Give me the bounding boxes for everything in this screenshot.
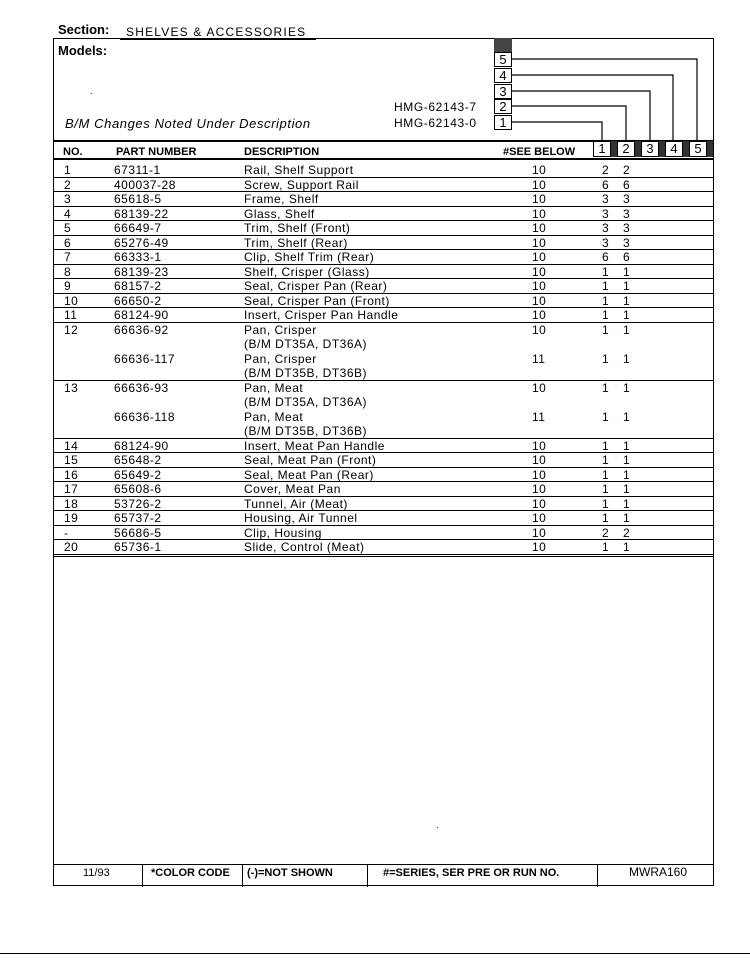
cell-desc: Pan, Meat [244,380,304,395]
page-bottom-rule [0,953,750,954]
cell-desc: Trim, Shelf (Front) [244,221,351,235]
version-box-3: 3 [494,84,512,99]
cell-see: 10 [532,380,547,395]
cell-no: 7 [64,250,72,264]
cell-no: 3 [64,192,72,206]
cell-see: 10 [532,453,547,467]
cell-q2: 1 [623,380,631,395]
cell-q2: 6 [623,177,631,192]
cell-q2: 1 [623,293,631,308]
cell-q1: 1 [602,467,610,482]
cell-no: 8 [64,264,72,279]
cell-desc: (B/M DT35A, DT36A) [244,337,368,351]
cell-part: 68157-2 [114,279,162,293]
cell-q1: 1 [602,540,610,554]
cell-see: 10 [532,235,547,250]
cell-q1: 1 [602,322,610,337]
cell-q2: 6 [623,250,631,264]
cell-q1: 2 [602,163,610,177]
version-box-4: 4 [494,68,512,83]
cell-q2: 1 [623,453,631,467]
cell-no: 14 [64,438,79,453]
cell-desc: Clip, Housing [244,525,322,540]
cell-desc: Cover, Meat Pan [244,482,341,496]
col-header-desc: DESCRIPTION [244,146,320,158]
cell-see: 10 [532,467,547,482]
cell-desc: Seal, Crisper Pan (Front) [244,293,390,308]
cell-part: 66636-118 [114,409,175,424]
cell-part: 68124-90 [114,438,169,453]
cell-desc: Rail, Shelf Support [244,163,354,177]
cell-q2: 1 [623,438,631,453]
cell-see: 10 [532,496,547,511]
cell-desc: Clip, Shelf Trim (Rear) [244,250,375,264]
cell-no: 5 [64,221,72,235]
cell-part: 65608-6 [114,482,162,496]
cell-q1: 1 [602,482,610,496]
cell-q2: 1 [623,482,631,496]
cell-q1: 6 [602,177,610,192]
cell-q1: 1 [602,380,610,395]
cell-see: 10 [532,250,547,264]
cell-see: 10 [532,438,547,453]
cell-no: 6 [64,235,72,250]
cell-see: 10 [532,540,547,554]
cell-q2: 3 [623,192,631,206]
cell-q1: 1 [602,351,610,366]
cell-see: 10 [532,206,547,221]
cell-no: 11 [64,308,78,322]
cell-part: 65276-49 [114,235,169,250]
cell-part: 65649-2 [114,467,162,482]
cell-part: 68139-22 [114,206,169,221]
cell-desc: Seal, Meat Pan (Front) [244,453,377,467]
footer-date: 11/93 [83,867,110,879]
cell-q1: 1 [602,308,610,322]
cell-q1: 1 [602,264,610,279]
cell-part: 65648-2 [114,453,162,467]
cell-no: 2 [64,177,72,192]
footer-divider [142,865,143,887]
cell-desc: Frame, Shelf [244,192,319,206]
cell-q2: 1 [623,322,631,337]
cell-desc: Pan, Crisper [244,322,317,337]
cell-see: 11 [532,409,546,424]
version-box-1: 1 [494,115,512,130]
model-name-1: HMG-62143-7 [394,100,477,114]
cell-q1: 3 [602,206,610,221]
cell-desc: Housing, Air Tunnel [244,511,358,525]
model-col-5: 5 [689,141,707,157]
cell-desc: Shelf, Crisper (Glass) [244,264,370,279]
footer-doc-code: MWRA160 [629,865,688,879]
cell-q2: 3 [623,235,631,250]
cell-q2: 2 [623,525,631,540]
col-header-part: PART NUMBER [116,146,197,158]
version-box-5: 5 [494,52,512,67]
cell-desc: (B/M DT35A, DT36A) [244,395,368,409]
cell-part: 65736-1 [114,540,162,554]
cell-part: 56686-5 [114,525,162,540]
header-bottom-rule [54,158,713,160]
cell-desc: (B/M DT35B, DT36B) [244,424,368,438]
footer-color-code: *COLOR CODE [151,867,230,879]
cell-part: 66650-2 [114,293,162,308]
footer-divider [597,865,598,887]
cell-see: 10 [532,308,547,322]
cell-q1: 3 [602,221,610,235]
cell-no: 15 [64,453,79,467]
col-header-no: NO. [63,146,83,158]
cell-no: 18 [64,496,79,511]
cell-q2: 1 [623,540,631,554]
cell-q2: 1 [623,467,631,482]
cell-desc: (B/M DT35B, DT36B) [244,366,368,380]
cell-see: 10 [532,322,547,337]
cell-see: 10 [532,192,547,206]
cell-no: 13 [64,380,79,395]
model-col-4: 4 [665,141,683,157]
cell-part: 66636-117 [114,351,175,366]
cell-no: 9 [64,279,72,293]
cell-q2: 1 [623,264,631,279]
cell-part: 65737-2 [114,511,162,525]
footer-top-rule [54,864,713,865]
cell-desc: Seal, Crisper Pan (Rear) [244,279,388,293]
cell-q2: 1 [623,279,631,293]
cell-part: 66636-93 [114,380,169,395]
cell-desc: Trim, Shelf (Rear) [244,235,348,250]
cell-part: 400037-28 [114,177,176,192]
cell-q2: 3 [623,206,631,221]
stray-mark: . [436,820,439,830]
cell-no: 19 [64,511,79,525]
cell-see: 11 [532,351,546,366]
cell-no: 10 [64,293,79,308]
cell-see: 10 [532,525,547,540]
cell-no: 12 [64,322,79,337]
cell-desc: Insert, Meat Pan Handle [244,438,385,453]
cell-see: 10 [532,279,547,293]
row-rule [54,554,713,555]
footer-divider [242,865,243,887]
model-name-2: HMG-62143-0 [394,116,477,130]
cell-no: - [64,525,69,540]
cell-see: 10 [532,264,547,279]
version-box-2: 2 [494,99,512,114]
model-col-gap [707,141,713,157]
cell-q1: 3 [602,192,610,206]
cell-no: 17 [64,482,79,496]
cell-q1: 3 [602,235,610,250]
version-connectors [0,0,750,160]
cell-part: 68124-90 [114,308,169,322]
model-col-1: 1 [593,141,611,157]
cell-q1: 1 [602,511,610,525]
model-col-2: 2 [617,141,635,157]
cell-q1: 6 [602,250,610,264]
cell-desc: Tunnel, Air (Meat) [244,496,348,511]
cell-desc: Screw, Support Rail [244,177,359,192]
cell-q2: 1 [623,409,631,424]
section-value: SHELVES & ACCESSORIES [126,25,307,39]
footer-series: #=SERIES, SER PRE OR RUN NO. [383,867,560,879]
cell-see: 10 [532,293,547,308]
cell-no: 16 [64,467,79,482]
stray-mark: . [90,86,93,96]
table-end-rule [54,556,713,557]
cell-q1: 1 [602,453,610,467]
cell-q1: 1 [602,409,610,424]
cell-part: 66333-1 [114,250,162,264]
cell-q2: 2 [623,163,631,177]
cell-part: 66649-7 [114,221,162,235]
cell-no: 4 [64,206,72,221]
cell-see: 10 [532,482,547,496]
models-label: Models: [58,43,108,58]
cell-q1: 1 [602,293,610,308]
cell-part: 66636-92 [114,322,169,337]
cell-desc: Insert, Crisper Pan Handle [244,308,399,322]
cell-q2: 3 [623,221,631,235]
cell-desc: Pan, Meat [244,409,304,424]
cell-desc: Seal, Meat Pan (Rear) [244,467,374,482]
cell-q1: 1 [602,438,610,453]
cell-see: 10 [532,177,547,192]
cell-q2: 1 [623,351,631,366]
cell-see: 10 [532,511,547,525]
cell-no: 20 [64,540,79,554]
footer-not-shown: (-)=NOT SHOWN [247,867,333,879]
cell-desc: Slide, Control (Meat) [244,540,365,554]
model-col-3: 3 [641,141,659,157]
cell-see: 10 [532,163,547,177]
cell-q1: 2 [602,525,610,540]
cell-q2: 1 [623,511,631,525]
cell-see: 10 [532,221,547,235]
cell-desc: Pan, Crisper [244,351,317,366]
cell-part: 68139-23 [114,264,169,279]
cell-part: 67311-1 [114,163,161,177]
cell-desc: Glass, Shelf [244,206,315,221]
col-header-see: #SEE BELOW [503,146,576,158]
cell-q2: 1 [623,496,631,511]
cell-q1: 1 [602,496,610,511]
cell-part: 65618-5 [114,192,162,206]
cell-q1: 1 [602,279,610,293]
cell-part: 53726-2 [114,496,162,511]
bm-changes-note: B/M Changes Noted Under Description [65,116,311,131]
cell-no: 1 [64,163,72,177]
section-label: Section: [58,22,110,37]
footer-divider [367,865,368,887]
cell-q2: 1 [623,308,631,322]
